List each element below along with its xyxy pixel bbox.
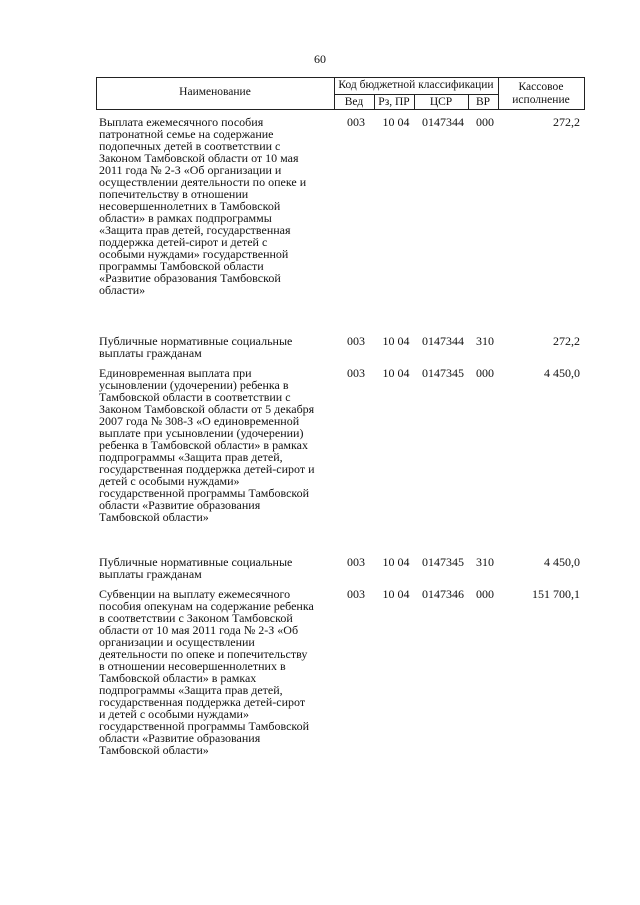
row-rzpr: 10 04 <box>382 334 410 348</box>
row-ved: 003 <box>347 555 365 569</box>
row-rzpr: 10 04 <box>382 366 410 380</box>
row-rzpr: 10 04 <box>382 115 410 129</box>
header-ved: Вед <box>344 96 364 108</box>
header-execution <box>498 81 584 107</box>
row-name: Выплата ежемесячного пособия патронатной семье на содержание подопечных детей в соответствии с Законом Тамбовской области от 10 мая 2011 года № 2-З «Об организации и осуществлении деятельности по опеке и попечительству в отношении несовершеннолетних в Тамбовской области» в рамках подпрограммы «Защита прав детей, государственная поддержка детей-сирот и детей с особыми нуждами» государственной программы Тамбовской области «Развитие образования Тамбовской области» <box>99 115 307 297</box>
header-vr: ВР <box>475 96 491 108</box>
row-vr: 310 <box>476 555 494 569</box>
row-ved: 003 <box>347 115 365 129</box>
table-header <box>96 77 585 110</box>
header-csr: ЦСР <box>429 96 453 108</box>
header-right-border <box>584 77 585 110</box>
page-number: 60 <box>314 52 326 66</box>
row-ved: 003 <box>347 334 365 348</box>
table-row <box>0 335 640 367</box>
row-amount: 4 450,0 <box>544 366 580 380</box>
row-amount: 272,2 <box>553 334 580 348</box>
header-code-group: Код бюджетной классификации <box>338 79 494 91</box>
header-mid-rule <box>334 94 498 95</box>
header-execution-line1: Кассовое <box>518 81 564 93</box>
row-csr: 0147345 <box>422 555 464 569</box>
row-name: Публичные нормативные социальные выплаты гражданам <box>99 334 293 360</box>
header-top-rule <box>96 77 585 78</box>
row-csr: 0147344 <box>422 115 464 129</box>
row-name: Единовременная выплата при усыновлении (удочерении) ребенка в Тамбовской области в соответствии с Законом Тамбовской области от 5 декабря 2007 года № 308-З «О единовременной выплате при усыновлении (удочерении) ребенка в Тамбовской области» в рамках подпрограммы «Защита прав детей, государственная поддержка детей-сирот и детей с особыми нуждами» государственной программы Тамбовской области «Развитие образования Тамбовской области» <box>99 366 315 524</box>
table-row <box>0 367 640 556</box>
row-vr: 000 <box>476 587 494 601</box>
table-row <box>0 556 640 588</box>
row-amount: 4 450,0 <box>544 555 580 569</box>
row-csr: 0147345 <box>422 366 464 380</box>
header-bottom-rule <box>96 109 585 110</box>
row-csr: 0147346 <box>422 587 464 601</box>
table-row <box>0 116 640 335</box>
header-name: Наименование <box>179 86 251 98</box>
row-amount: 272,2 <box>553 115 580 129</box>
table-body <box>0 116 640 793</box>
header-execution-line2: исполнение <box>512 94 570 106</box>
row-name: Публичные нормативные социальные выплаты гражданам <box>99 555 293 581</box>
row-rzpr: 10 04 <box>382 587 410 601</box>
row-ved: 003 <box>347 587 365 601</box>
row-name: Субвенции на выплату ежемесячного пособия опекунам на содержание ребенка в соответствии с Законом Тамбовской области от 10 мая 2011 года № 2-З «Об организации и осуществлении деятельности по опеке и попечительству в отношении несовершеннолетних в Тамбовской области» в рамках подпрограммы «Защита прав детей, государственная поддержка детей-сирот и детей с особыми нуждами» государственной программы Тамбовской области «Развитие образования Тамбовской области» <box>99 587 314 757</box>
row-ved: 003 <box>347 366 365 380</box>
row-amount: 151 700,1 <box>532 587 580 601</box>
table-row <box>0 588 640 793</box>
row-vr: 310 <box>476 334 494 348</box>
header-rzpr: Рз, ПР <box>378 96 410 108</box>
row-rzpr: 10 04 <box>382 555 410 569</box>
row-vr: 000 <box>476 366 494 380</box>
row-csr: 0147344 <box>422 334 464 348</box>
row-vr: 000 <box>476 115 494 129</box>
